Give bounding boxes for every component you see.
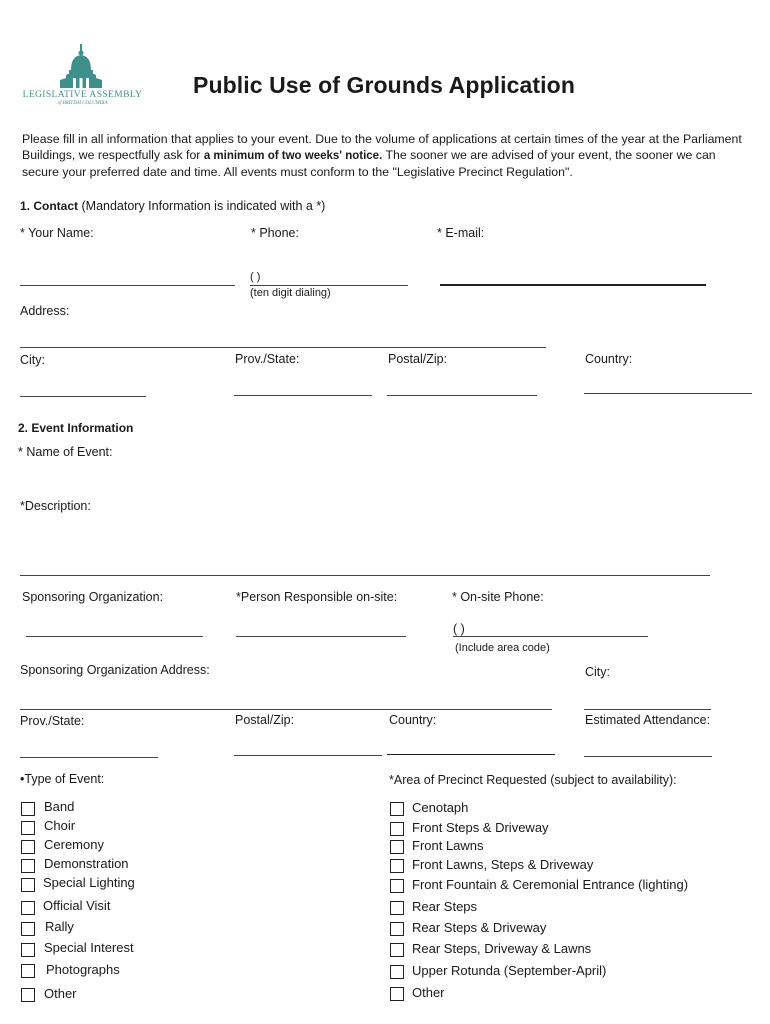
your-name-field[interactable] <box>20 285 235 286</box>
sponsor-city-label: City: <box>585 665 610 679</box>
type-label-special-interest: Special Interest <box>44 940 134 955</box>
intro-text-1: Please fill in all information that applies to your event. Due to the volume of applications at certain times of the year at the Parliament Buildings, we respectfully ask for <box>22 132 742 162</box>
type-label-band: Band <box>44 799 75 814</box>
your-name-label: * Your Name: <box>20 226 94 240</box>
type-label-official-visit: Official Visit <box>43 898 111 913</box>
logo <box>20 44 145 108</box>
checkbox-area-other[interactable] <box>390 987 404 1001</box>
checkbox-rear-steps-driveway[interactable] <box>390 922 404 936</box>
postal-zip-label: Postal/Zip: <box>388 352 448 366</box>
country-field[interactable] <box>584 393 752 394</box>
email-field[interactable] <box>440 284 706 286</box>
type-label-special-lighting: Special Lighting <box>43 875 135 890</box>
type-label-photographs: Photographs <box>46 962 120 977</box>
checkbox-demonstration[interactable] <box>21 859 35 873</box>
attendance-label: Estimated Attendance: <box>585 713 711 727</box>
city-field[interactable] <box>20 396 146 397</box>
area-label-rear-steps-driveway-lawns: Rear Steps, Driveway & Lawns <box>412 941 592 956</box>
person-responsible-label: *Person Responsible on-site: <box>236 590 398 604</box>
sponsor-postal-label: Postal/Zip: <box>235 713 295 727</box>
checkbox-front-steps-driveway[interactable] <box>390 822 404 836</box>
area-label-rear-steps-driveway: Rear Steps & Driveway <box>412 920 547 935</box>
intro-bold: a minimum of two weeks' notice. <box>203 150 383 162</box>
description-field[interactable] <box>20 575 710 576</box>
type-label-rally: Rally <box>45 919 74 934</box>
contact-heading: 1. Contact (Mandatory Information is indicated with a *) <box>20 199 326 213</box>
checkbox-band[interactable] <box>21 802 35 816</box>
area-label-rear-steps: Rear Steps <box>412 899 478 914</box>
area-of-precinct-label: *Area of Precinct Requested (subject to availability): <box>389 773 677 787</box>
page-title: Public Use of Grounds Application <box>193 72 575 98</box>
onsite-phone-hint: (Include area code) <box>455 642 550 654</box>
checkbox-rally[interactable] <box>21 922 35 936</box>
sponsor-prov-label: Prov./State: <box>20 714 85 728</box>
event-heading: 2. Event Information <box>18 421 134 435</box>
email-label: * E-mail: <box>437 226 485 240</box>
onsite-area-code: ( ) <box>453 622 465 636</box>
checkbox-front-lawns[interactable] <box>390 840 404 854</box>
area-label-upper-rotunda: Upper Rotunda (September-April) <box>412 963 607 978</box>
intro-text-2: The sooner we are advised of your event, the sooner we can secure your preferred date and time. All events must conform to the "Legislative Precinct Regulation". <box>22 148 716 179</box>
phone-field[interactable] <box>250 285 408 286</box>
area-label-front-lawns: Front Lawns <box>412 838 484 853</box>
sponsor-field[interactable] <box>26 636 203 637</box>
address-field[interactable] <box>20 347 546 348</box>
checkbox-front-fountain[interactable] <box>390 879 404 893</box>
checkbox-cenotaph[interactable] <box>390 802 404 816</box>
onsite-phone-label: * On-site Phone: <box>452 590 544 604</box>
logo-subtext: of BRITISH COLUMBIA <box>57 101 108 106</box>
logo-text: LEGISLATIVE ASSEMBLY <box>22 90 143 100</box>
phone-area-code: ( ) <box>250 271 261 283</box>
sponsor-country-label: Country: <box>389 713 437 727</box>
checkbox-front-lawns-steps-driveway[interactable] <box>390 859 404 873</box>
type-label-other: Other <box>44 986 77 1001</box>
sponsor-country-field[interactable] <box>387 754 555 755</box>
type-label-demonstration: Demonstration <box>44 856 129 871</box>
area-label-front-fountain: Front Fountain & Ceremonial Entrance (lighting) <box>412 877 689 892</box>
sponsor-city-field[interactable] <box>584 709 711 710</box>
prov-state-label: Prov./State: <box>235 352 300 366</box>
person-responsible-field[interactable] <box>236 636 406 637</box>
checkbox-photographs[interactable] <box>21 964 35 978</box>
type-label-choir: Choir <box>44 818 76 833</box>
checkbox-official-visit[interactable] <box>21 901 35 915</box>
intro-paragraph <box>22 131 742 180</box>
country-label: Country: <box>585 352 633 366</box>
area-label-front-steps-driveway: Front Steps & Driveway <box>412 820 549 835</box>
checkbox-upper-rotunda[interactable] <box>390 965 404 979</box>
checkbox-rear-steps[interactable] <box>390 901 404 915</box>
sponsor-label: Sponsoring Organization: <box>22 590 164 604</box>
sponsor-prov-field[interactable] <box>20 757 158 758</box>
sponsor-postal-field[interactable] <box>234 755 382 756</box>
type-of-event-label: •Type of Event: <box>20 772 105 786</box>
area-label-front-lawns-steps-driveway: Front Lawns, Steps & Driveway <box>412 857 594 872</box>
city-label: City: <box>20 353 45 367</box>
onsite-phone-field[interactable] <box>453 636 648 637</box>
phone-label: * Phone: <box>251 226 299 240</box>
checkbox-rear-steps-driveway-lawns[interactable] <box>390 943 404 957</box>
description-label: *Description: <box>20 499 91 513</box>
checkbox-special-lighting[interactable] <box>21 878 35 892</box>
checkbox-special-interest[interactable] <box>21 943 35 957</box>
type-label-ceremony: Ceremony <box>44 837 104 852</box>
area-label-cenotaph: Cenotaph <box>412 800 469 815</box>
checkbox-choir[interactable] <box>21 821 35 835</box>
checkbox-ceremony[interactable] <box>21 840 35 854</box>
address-label: Address: <box>20 304 70 318</box>
phone-hint: (ten digit dialing) <box>250 287 331 299</box>
sponsor-address-field[interactable] <box>20 709 552 710</box>
legislature-dome-icon <box>20 44 145 92</box>
postal-zip-field[interactable] <box>387 395 537 396</box>
prov-state-field[interactable] <box>234 395 372 396</box>
event-name-label: * Name of Event: <box>18 445 113 459</box>
checkbox-type-other[interactable] <box>21 988 35 1002</box>
area-label-other: Other <box>412 985 445 1000</box>
attendance-field[interactable] <box>584 756 712 757</box>
sponsor-address-label: Sponsoring Organization Address: <box>20 663 210 677</box>
